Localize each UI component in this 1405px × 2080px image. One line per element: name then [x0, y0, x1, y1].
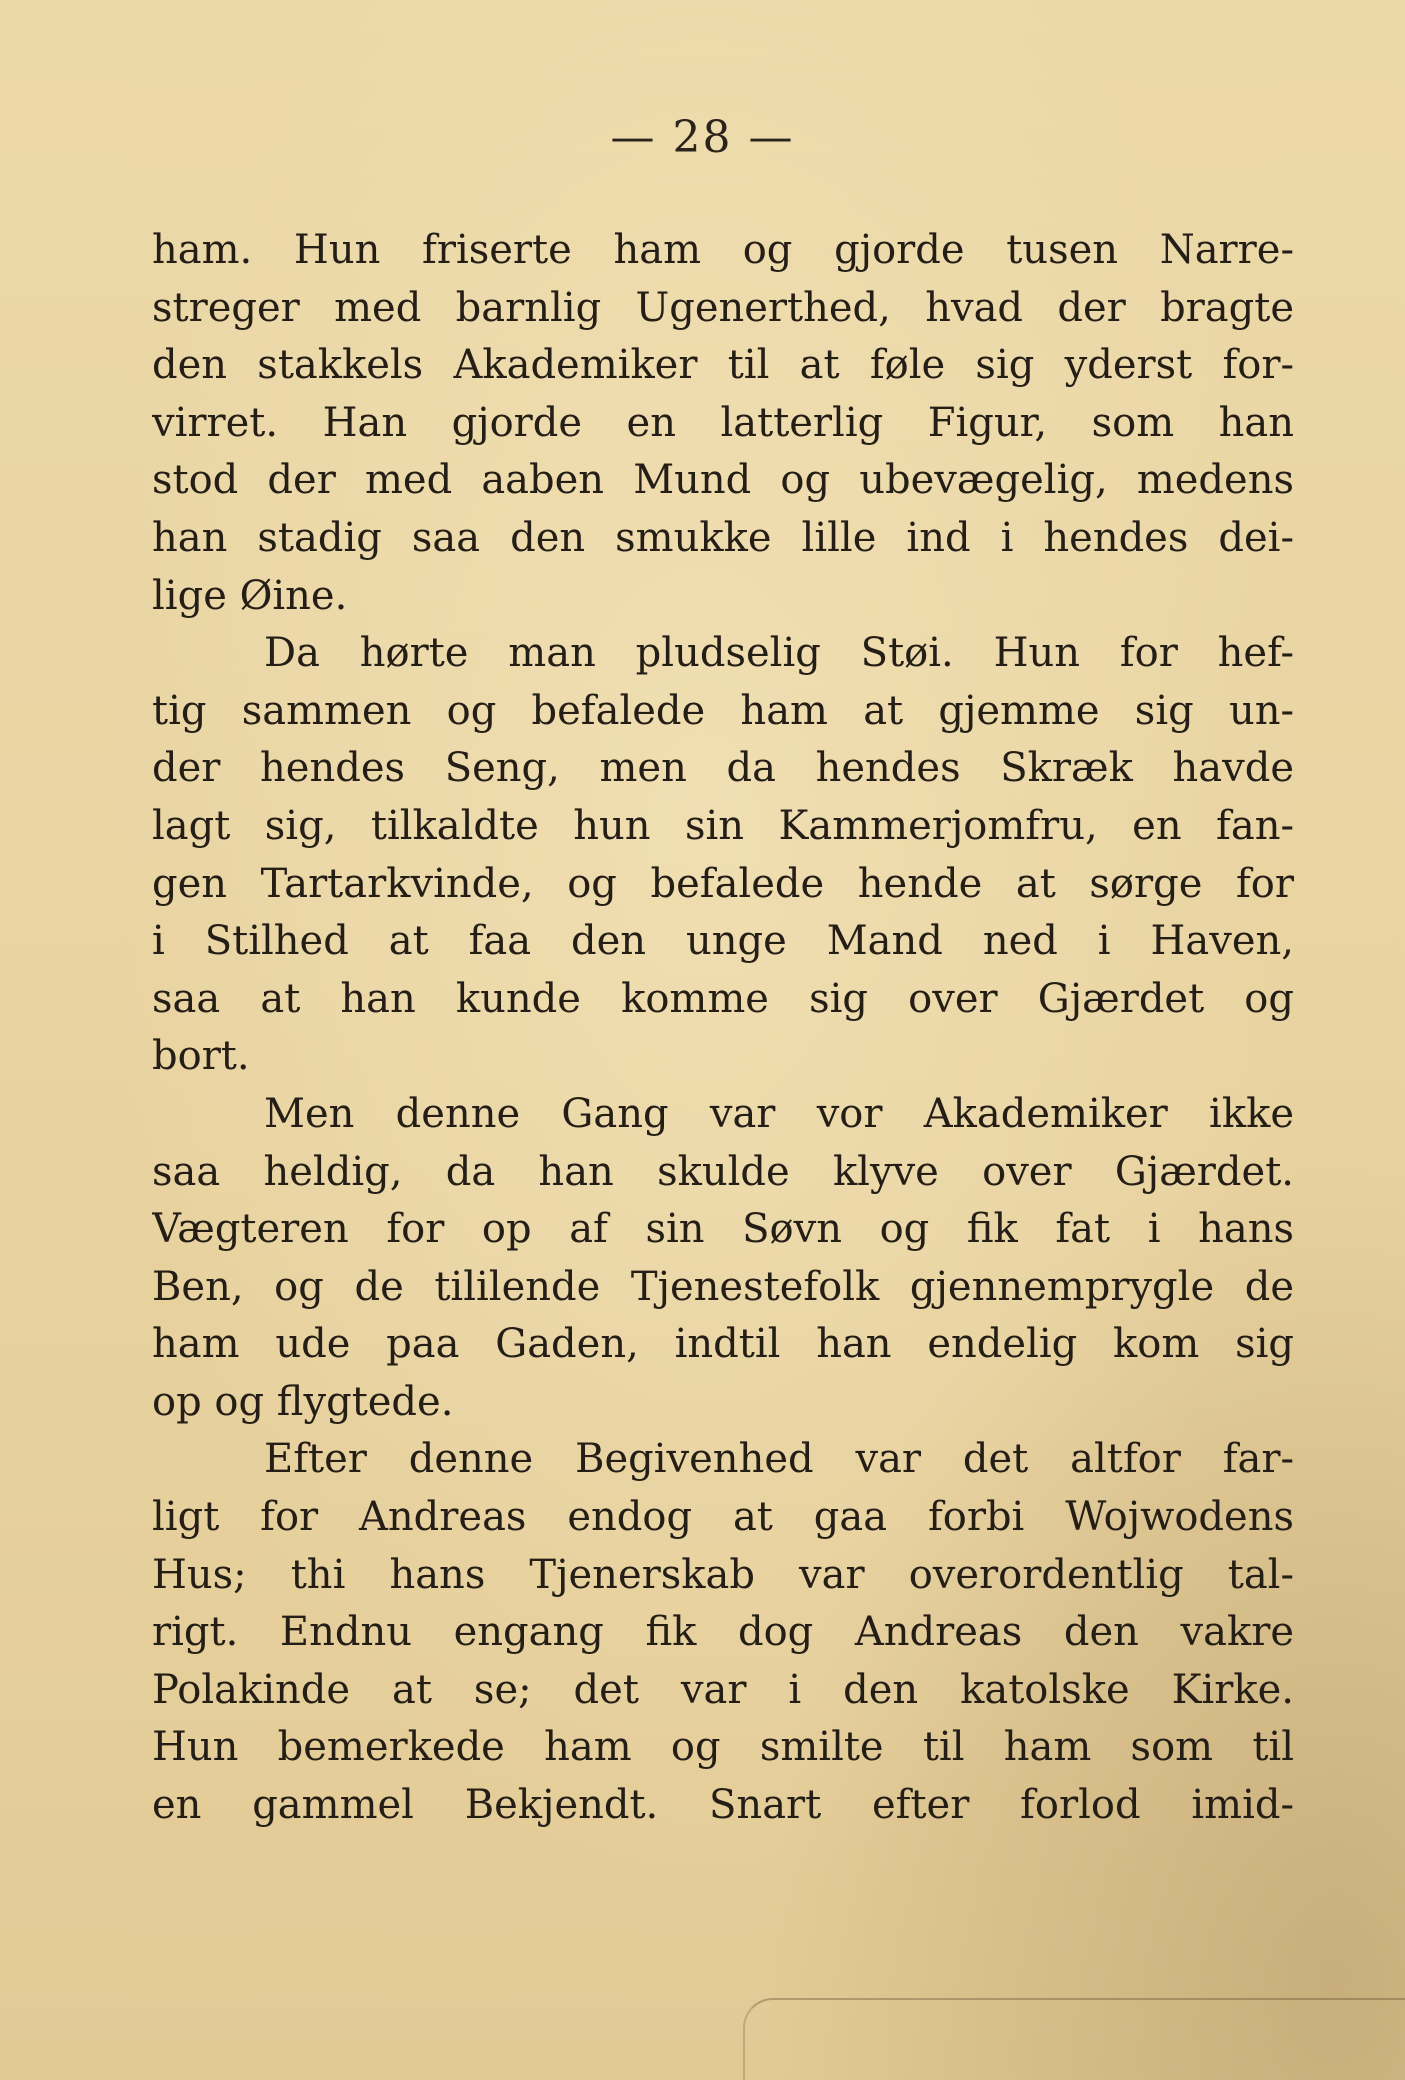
text-line: Hun bemerkede ham og smilte til ham som til [152, 1724, 1294, 1771]
text-line: ham. Hun friserte ham og gjorde tusen Narre- [152, 227, 1294, 273]
text-line: tig sammen og befalede ham at gjemme sig un- [152, 687, 1294, 734]
text-line: gen Tartarkvinde, og befalede hende at sørge for [152, 860, 1294, 907]
text-line: streger med barnlig Ugenerthed, hvad der bragte [152, 284, 1294, 331]
text-line: ham ude paa Gaden, indtil han endelig kom sig [152, 1321, 1294, 1368]
text-line: der hendes Seng, men da hendes Skræk havde [152, 745, 1294, 792]
text-line: han stadig saa den smukke lille ind i hendes dei- [152, 514, 1294, 561]
text-line: Vægteren for op af sin Søvn og fik fat i hans [152, 1206, 1294, 1253]
text-line: ligt for Andreas endog at gaa forbi Wojwodens [152, 1494, 1294, 1541]
text-line: virret. Han gjorde en latterlig Figur, som han [152, 399, 1294, 446]
text-line: rigt. Endnu engang fik dog Andreas den vakre [152, 1609, 1294, 1656]
text-line: stod der med aaben Mund og ubevægelig, medens [152, 457, 1294, 504]
text-line: Hus; thi hans Tjenerskab var overordentlig tal- [152, 1551, 1294, 1598]
text-line: Men denne Gang var vor Akademiker ikke [264, 1090, 1294, 1137]
text-line: Ben, og de tililende Tjenestefolk gjennemprygle de [152, 1263, 1294, 1310]
text-line: bort. [152, 1033, 250, 1080]
body-text [152, 222, 1294, 1835]
page-number: — 28 — [610, 112, 795, 163]
text-line: lige Øine. [152, 572, 348, 619]
text-line: en gammel Bekjendt. Snart efter forlod imid- [152, 1782, 1294, 1829]
text-line: op og flygtede. [152, 1378, 454, 1425]
text-line: den stakkels Akademiker til at føle sig yderst for- [152, 342, 1294, 389]
text-line: i Stilhed at faa den unge Mand ned i Haven, [152, 918, 1294, 965]
text-line: saa at han kunde komme sig over Gjærdet og [152, 975, 1294, 1022]
text-line: lagt sig, tilkaldte hun sin Kammerjomfru, en fan- [152, 802, 1294, 849]
text-line: saa heldig, da han skulde klyve over Gjærdet. [152, 1148, 1294, 1195]
text-line: Efter denne Begivenhed var det altfor far- [264, 1436, 1294, 1483]
text-line: Polakinde at se; det var i den katolske Kirke. [152, 1666, 1294, 1713]
text-line: Da hørte man pludselig Støi. Hun for hef- [264, 630, 1294, 677]
page-edge-shadow [743, 1998, 1405, 2080]
